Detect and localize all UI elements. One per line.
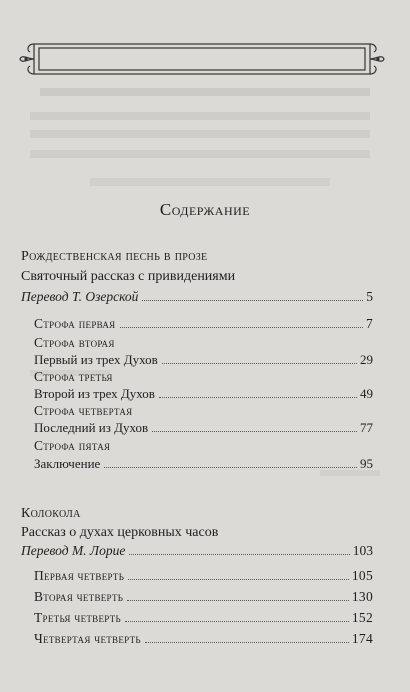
page-number: 29 (360, 352, 373, 367)
chapter-title: Строфа вторая (34, 335, 115, 350)
entry-label: Строфа первая (34, 316, 116, 331)
leader-dots (104, 467, 357, 468)
page-number: 105 (351, 568, 373, 583)
entry-label: Заключение (34, 456, 101, 471)
chapter-title: Строфа третья (34, 369, 113, 384)
ornamental-frame (18, 40, 386, 78)
section-subtitle: Святочный рассказ с привидениями (21, 269, 236, 284)
toc-entry-chapter[interactable] (34, 630, 373, 648)
entry-label: Перевод М. Лорие (21, 543, 126, 558)
toc-entry-chapter[interactable] (34, 609, 373, 627)
page-number: 103 (352, 543, 373, 558)
section-subtitle: Рассказ о духах церковных часов (21, 525, 219, 540)
entry-label: Второй из трех Духов (34, 386, 155, 401)
leader-dots (162, 363, 357, 364)
page-number: 5 (366, 289, 373, 304)
toc-entry-translator[interactable] (21, 542, 373, 560)
page-number: 77 (360, 420, 373, 435)
entry-label: Третья четверть (34, 610, 121, 625)
toc-entry-chapter[interactable] (34, 567, 373, 585)
leader-dots (127, 600, 349, 601)
toc-entry-chapter[interactable] (34, 419, 373, 437)
page-title: Содержание (159, 200, 251, 219)
leader-dots (145, 642, 349, 643)
entry-label: Четвертая четверть (34, 631, 141, 646)
toc-entry-chapter[interactable] (34, 351, 373, 369)
page-number: 95 (360, 456, 373, 471)
page-number: 49 (360, 386, 373, 401)
leader-dots (159, 397, 357, 398)
entry-label: Перевод Т. Озерской (21, 289, 139, 304)
toc-entry-chapter[interactable] (34, 385, 373, 403)
chapter-title: Строфа пятая (34, 438, 111, 453)
leader-dots (125, 621, 349, 622)
leader-dots (129, 554, 349, 555)
leader-dots (142, 300, 363, 301)
page-number: 130 (351, 589, 373, 604)
entry-label: Первая четверть (34, 568, 125, 583)
toc-entry-translator[interactable] (21, 288, 373, 306)
leader-dots (128, 579, 349, 580)
page-number: 174 (351, 631, 373, 646)
toc-entry-chapter[interactable] (34, 315, 373, 333)
toc-entry-chapter[interactable] (34, 588, 373, 606)
page-number: 152 (351, 610, 373, 625)
section-title: Рождественская песнь в прозе (21, 249, 208, 264)
leader-dots (120, 327, 363, 328)
section-title: Колокола (21, 506, 81, 521)
entry-label: Последний из Духов (34, 420, 149, 435)
chapter-title: Строфа четвертая (34, 403, 133, 418)
entry-label: Первый из трех Духов (34, 352, 158, 367)
leader-dots (152, 431, 357, 432)
toc-entry-chapter[interactable] (34, 455, 373, 473)
entry-label: Вторая четверть (34, 589, 124, 604)
page-number: 7 (365, 316, 373, 331)
